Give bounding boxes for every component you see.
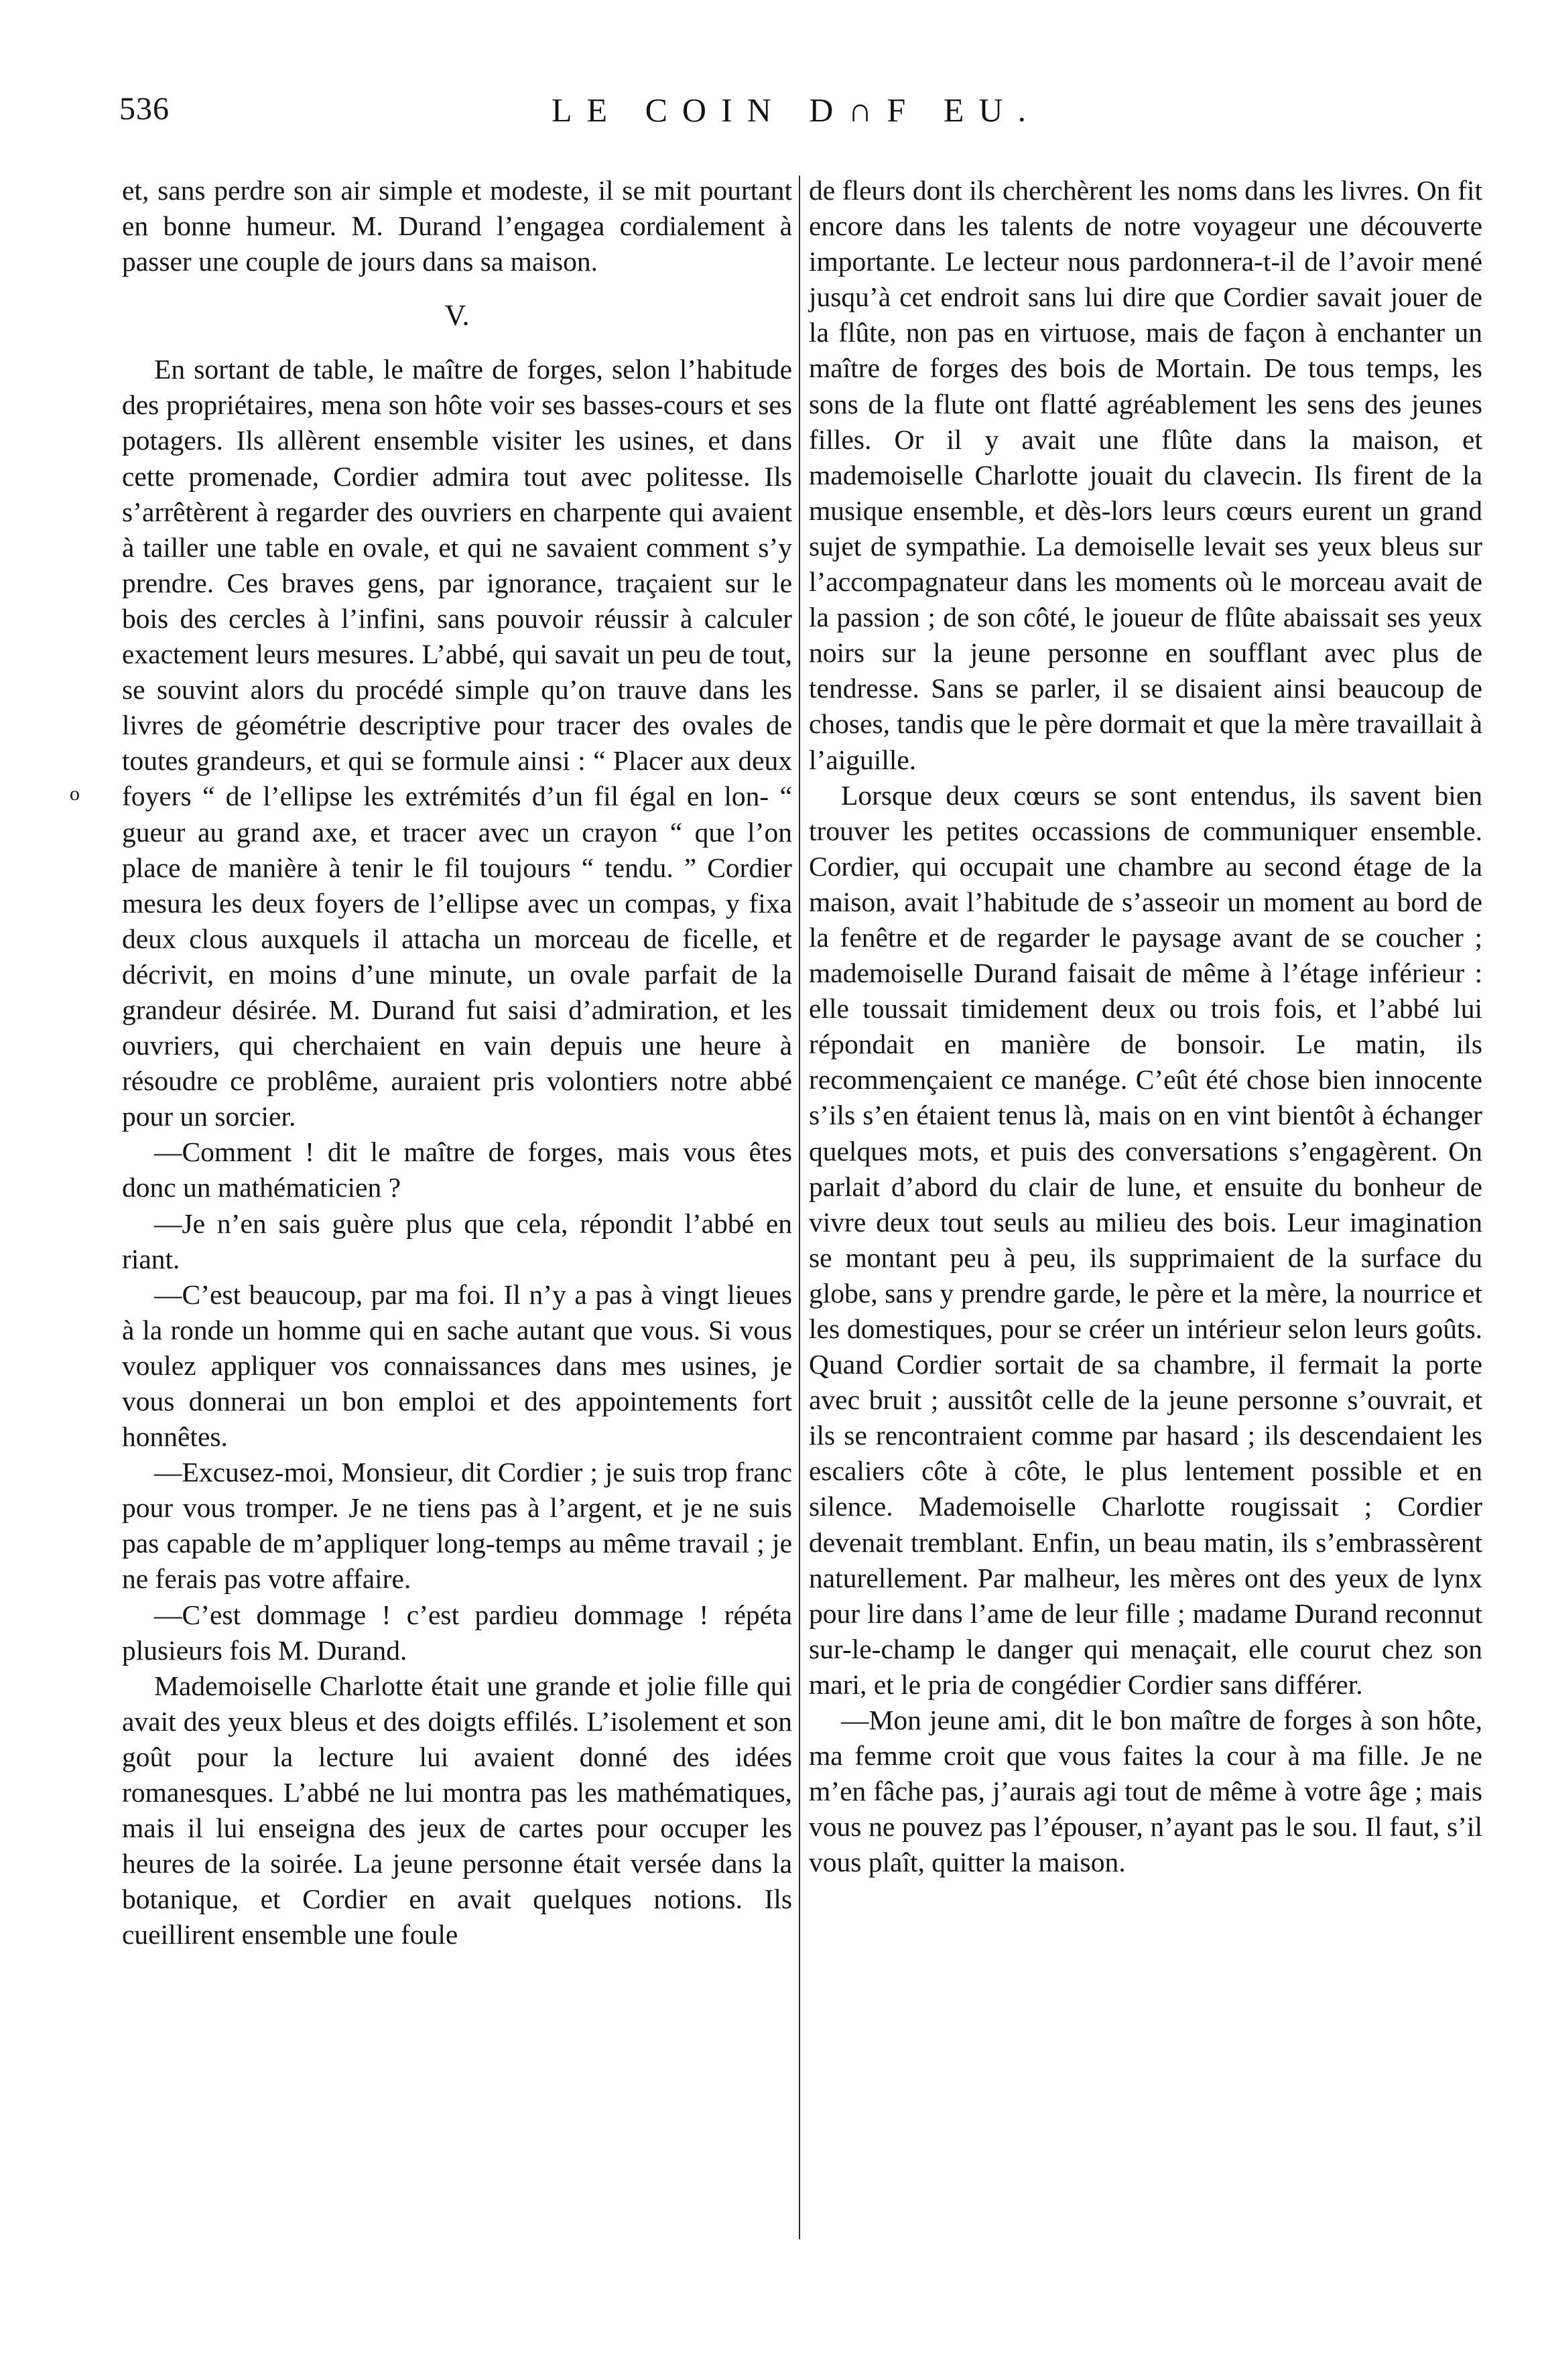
page-number: 536 — [119, 91, 170, 127]
paragraph: —C’est beaucoup, par ma foi. Il n’y a pas à vingt lieues à la ronde un homme qui en sache autant que vous. Si vous voulez appliquer vos connaissances dans mes usines, je vous donnerai un bon emploi et des appointements fort honnêtes. — [122, 1278, 792, 1453]
chapter-heading: V. — [444, 299, 470, 332]
paragraph: —C’est dommage ! c’est pardieu dommage ! répéta plusieurs fois M. Durand. — [122, 1599, 792, 1666]
running-head — [119, 90, 1473, 137]
paragraph: —Mon jeune ami, dit le bon maître de forges à son hôte, ma femme croit que vous faites la cour à ma fille. Je ne m’en fâche pas, j’aurais agi tout de même à votre âge ; mais vous ne pouvez pas l’épouser, n’ayant pas le sou. Il faut, s’il vous plaît, quitter la maison. — [809, 1705, 1482, 1878]
paragraph: de fleurs dont ils cherchèrent les noms dans les livres. On fit encore dans les talents de notre voyageur une découverte importante. Le lecteur nous pardonnera-t-il de l’avoir mené jusqu’à cet endroit sans lui dire que Cordier savait jouer de la flûte, non pas en virtuose, mais de façon à enchanter un maître de forges des bois de Mortain. De tous temps, les sons de la flute ont flatté agréablement les sens des jeunes filles. Or il y avait une flûte dans la maison, et mademoiselle Charlotte jouait du clavecin. Ils firent de la musique ensemble, et dès-lors leurs cœurs eurent un grand sujet de sympathie. La demoiselle levait ses yeux bleus sur l’accompagnateur dans les moments où le morceau avait de la passion ; de son côté, le joueur de flûte abaissait ses yeux noirs sur la jeune personne en soufflant avec plus de tendresse. Sans se parler, il se disaient ainsi beaucoup de choses, tandis que le père dormait et que la mère travaillait à l’aiguille. — [809, 175, 1482, 775]
paragraph: En sortant de table, le maître de forges, selon l’habitude des propriétaires, mena son hôte voir ses basses-cours et ses potagers. Ils allèrent ensemble visiter les usines, et dans cette promenade, Cordier admira tout avec politesse. Ils s’arrêtèrent à regarder des ouvriers en charpente qui avaient à tailler une table en ovale, et qui ne savaient comment s’y prendre. Ces braves gens, par ignorance, traçaient sur le bois des cercles à l’infini, sans pouvoir réussir à calculer exactement leurs mesures. L’abbé, qui savait un peu de tout, se souvint alors du procédé simple qu’on trauve dans les livres de géométrie descriptive pour tracer des ovales de toutes grandeurs, et qui se formule ainsi : “ Placer aux deux foyers “ de l’ellipse les extrémités d’un fil égal en lon- “ gueur au grand axe, et tracer avec un crayon “ que l’on place de manière à tenir le fil toujours “ tendu. ” Cordier mesura les deux foyers de l’ellipse avec un compas, y fixa deux clous auxquels il attacha un morceau de ficelle, et décrivit, en moins d’une minute, un ovale parfait de la grandeur désirée. M. Durand fut saisi d’admiration, et les ouvriers, qui cherchaient en vain depuis une heure à résoudre ce problême, auraient pris volontiers notre abbé pour un sorcier. — [122, 354, 792, 1132]
paragraph: Lorsque deux cœurs se sont entendus, ils savent bien trouver les petites occassions de communiquer ensemble. Cordier, qui occupait une chambre au second étage de la maison, avait l’habitude de s’asseoir un moment au bord de la fenêtre et de regarder le paysage avant de se coucher ; mademoiselle Durand faisait de même à l’étage inférieur : elle toussait timidement deux ou trois fois, et l’abbé lui répondait en manière de bonsoir. Le matin, ils recommençaient ce manége. C’eût été chose bien innocente s’ils s’en étaient tenus là, mais on en vint bientôt à échanger quelques mots, et puis des conversations s’engagèrent. On parlait d’abord du clair de lune, et ensuite du bonheur de vivre deux tout seuls au milieu des bois. Leur imagination se montant peu à peu, ils supprimaient de la surface du globe, sans y prendre garde, le père et la mère, la nourrice et les domestiques, pour se créer un intérieur selon leurs goûts. Quand Cordier sortait de sa chambre, il fermait la porte avec bruit ; aussitôt celle de la jeune personne s’ouvrait, et ils se rencontraient comme par hasard ; ils descendaient les escaliers côte à côte, le plus lentement possible et en silence. Mademoiselle Charlotte rougissait ; Cordier devenait tremblant. Enfin, un beau matin, ils s’embrassèrent naturellement. Par malheur, les mères ont des yeux de lynx pour lire dans l’ame de leur fille ; madame Durand reconnut sur-le-champ le danger qui menaçait, elle courut chez son mari, et le pria de congédier Cordier sans différer. — [809, 779, 1482, 1700]
right-column — [809, 173, 1482, 1881]
running-title: LE COIN D∩F EU. — [552, 91, 1041, 129]
paragraph: —Je n’en sais guère plus que cela, répondit l’abbé en riant. — [122, 1207, 792, 1274]
paragraph: Mademoiselle Charlotte était une grande et jolie fille qui avait des yeux bleus et des doigts effilés. L’isolement et son goût pour la lecture lui avaient donné des idées romanesques. L’abbé ne lui montra pas les mathématiques, mais il lui enseigna des jeux de cartes pour occuper les heures de la soirée. La jeune personne était versée dans la botanique, et Cordier en avait quelques notions. Ils cueillirent ensemble une foule — [122, 1670, 792, 1951]
margin-mark: o — [70, 783, 80, 805]
paragraph: et, sans perdre son air simple et modeste, il se mit pourtant en bonne humeur. M. Durand l’engagea cordialement à passer une couple de jours dans sa maison. — [122, 175, 792, 277]
column-rule — [799, 176, 800, 2239]
paragraph: —Excusez-moi, Monsieur, dit Cordier ; je suis trop franc pour vous tromper. Je ne tiens pas à l’argent, et je ne suis pas capable de m’appliquer long-temps au même travail ; je ne ferais pas votre affaire. — [122, 1457, 792, 1595]
left-column — [122, 173, 792, 1953]
paragraph: —Comment ! dit le maître de forges, mais vous êtes donc un mathématicien ? — [122, 1136, 792, 1203]
